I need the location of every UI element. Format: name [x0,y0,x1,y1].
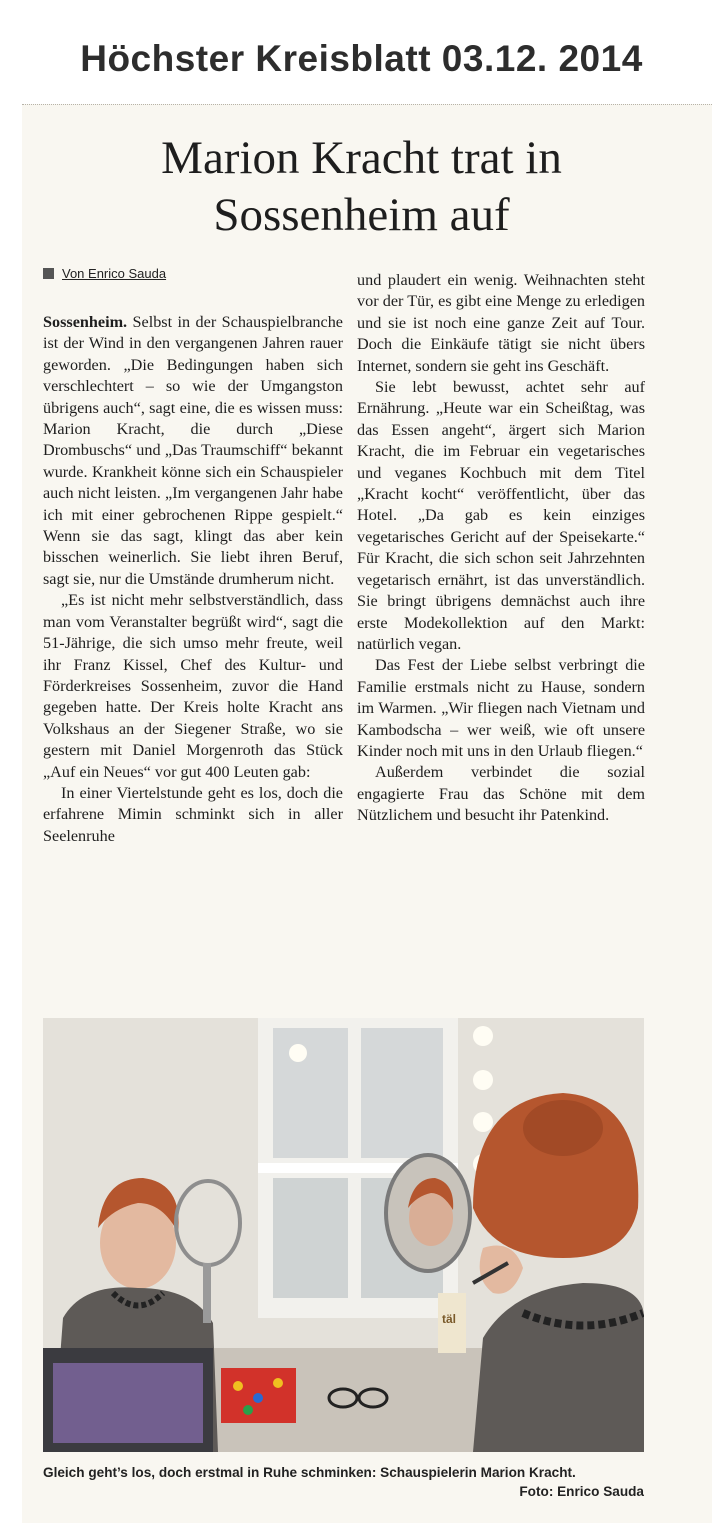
byline [43,266,166,281]
photo-credit: Foto: Enrico Sauda [519,1484,644,1499]
newspaper-masthead: Höchster Kreisblatt 03.12. 2014 [80,38,643,79]
caption-text: Gleich geht’s los, doch erstmal in Ruhe schminken: Schauspielerin Marion Kracht. [43,1465,576,1480]
bottle-label: täl [442,1312,457,1326]
article-photo [43,1018,644,1452]
article-paragraph: und plaudert ein wenig. Weihnachten steht vor der Tür, es gibt eine Menge zu erledigen und sie ist noch eine ganze Zeit auf Tour. Doch die Einkäufe tätigt sie nicht übers Internet, sondern sie geht ins Geschäft. [357,271,645,375]
article-paragraph: Außerdem verbindet die sozial engagierte Frau das Schöne mit dem Nützlichem und besucht ihr Patenkind. [357,763,645,825]
dressing-room-photo-illustration [43,1018,644,1452]
article-paragraph [43,312,343,590]
article-column-right [357,270,645,827]
article-paragraph: Das Fest der Liebe selbst verbringt die Familie erstmals nicht zu Hause, sondern im Warmen. „Wir fliegen nach Vietnam und Kambodscha – wer weiß, wie oft unsere Kinder noch mit uns in den Urlaub fliegen.“ [357,656,645,760]
article-paragraph: Sie lebt bewusst, achtet sehr auf Ernährung. „Heute war ein Scheißtag, was das Essen angeht“, ärgert sich Marion Kracht, die im Februar ein vegetarisches und veganes Kochbuch mit dem Titel „Kracht kocht“ veröffentlicht, über das Hotel. „Da gab es kein einziges vegetarisches Gericht auf der Speisekarte.“ Für Kracht, die sich schon seit Jahrzehnten vegetarisch ernährt, ist das unverständlich. Sie bringt übrigens demnächst auch ihre erste Modekollektion auf den Markt: natürlich vegan. [357,378,645,653]
headline-line-1: Marion Kracht trat in [161,132,562,184]
photo-caption [43,1463,644,1499]
article-paragraph: In einer Viertelstunde geht es los, doch die erfahrene Mimin schminkt sich in aller Seelenruhe [43,783,343,845]
article-headline [0,130,723,244]
article-dateline: Sossenheim. [43,313,128,331]
headline-line-2: Sossenheim auf [213,189,510,241]
article-paragraph-text: Selbst in der Schauspielbranche ist der Wind in den vergangenen Jahren rauer geworden. „Die Bedingungen haben sich verschlechtert – so wie der Umgangston übrigens auch“, sagt eine, die es wissen muss: Marion Kracht, die durch „Diese Drombuschs“ und „Das Traumschiff“ bekannt wurde. Krankheit könne sich ein Schauspieler auch nicht leisten. „Im vergangenen Jahr habe ich mit einer gebrochenen Rippe gespielt.“ Wenn sie das sagt, klingt das aber kein bisschen weinerlich. Sie liebt ihren Beruf, sagt sie, nur die Umstände drumherum nicht. [43,313,343,588]
byline-author: Von Enrico Sauda [62,266,167,281]
byline-marker-icon [43,268,54,279]
article-paragraph: „Es ist nicht mehr selbstverständlich, dass man vom Veranstalter begrüßt wird“, sagt die 51-Jährige, die sich umso mehr freute, weil ihr Franz Kissel, Chef des Kultur- und Förderkreises Sossenheim, zuvor die Hand gegeben hatte. Der Kreis holte Kracht ans Volkshaus an der Siegener Straße, wo sie gestern mit Daniel Morgenroth das Stück „Auf ein Neues“ vor gut 400 Leuten gab: [43,591,343,781]
article-column-left [43,312,343,847]
